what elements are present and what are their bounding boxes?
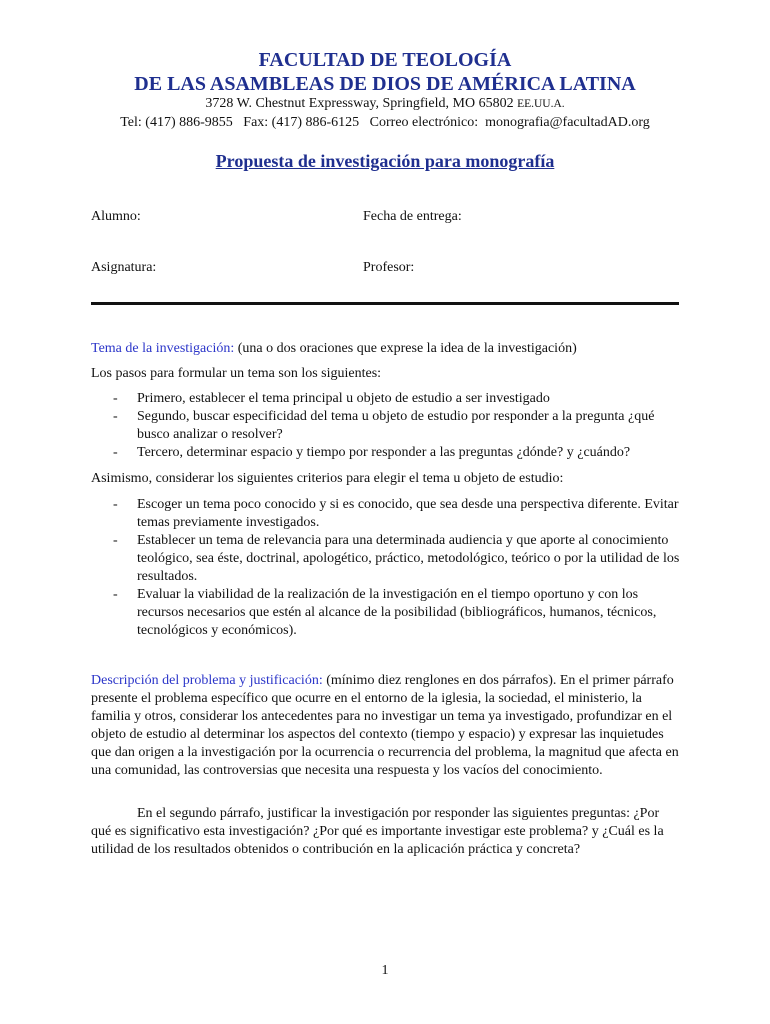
step-text: Segundo, buscar especificidad del tema u objeto de estudio por responder a la pregunta ¿qué busco analizar o resolver? — [137, 409, 655, 442]
professor-label: Profesor: — [363, 260, 415, 275]
topic-heading-label: Tema de la investigación: — [91, 341, 235, 356]
step-text: Primero, establecer el tema principal u objeto de estudio a ser investigado — [137, 391, 550, 406]
bullet-dash: - — [113, 587, 118, 602]
student-label: Alumno: — [91, 209, 141, 224]
bullet-dash: - — [113, 497, 118, 512]
institution-address — [0, 95, 770, 113]
institution-name-line1: FACULTAD DE TEOLOGÍA — [258, 49, 512, 71]
steps-intro: Los pasos para formular un tema son los siguientes: — [91, 366, 382, 381]
page-number: 1 — [381, 963, 389, 978]
address-country: EE.UU.A. — [517, 98, 565, 110]
list-item — [91, 390, 681, 408]
bullet-dash: - — [113, 533, 118, 548]
problem-paragraph-2: En el segundo párrafo, justificar la investigación por responder las siguientes preguntas: ¿Por qué es significativo esta investigación? ¿Por qué es importante investigar este problema? y ¿Cuál es la utilidad de los resultados obtenidos o contribución en la aplicación práctica y concreta? — [91, 806, 664, 857]
topic-heading-note: (una o dos oraciones que exprese la idea de la investigación) — [234, 341, 577, 356]
problem-paragraph-1-text: (mínimo diez renglones en dos párrafos). En el primer párrafo presente el problema específico que ocurre en el entorno de la iglesia, la sociedad, el ministerio, la familia y otros, considerar los antecedentes para no investigar un tema ya investigado, profundizar en el objeto de estudio al determinar los aspectos del contexto (tiempo y espacio) y expresar las inquietudes que dan origen a la investigación por la ocurrencia o recurrencia del problema, la magnitud que afecta en una comunidad, las controversias que necesita una respuesta y los vacíos del conocimiento. — [91, 673, 679, 778]
topic-heading — [91, 340, 681, 358]
problem-heading-label: Descripción del problema y justificación: — [91, 673, 323, 688]
list-item — [91, 532, 681, 586]
institution-name-line2: DE LAS ASAMBLEAS DE DIOS DE AMÉRICA LATINA — [134, 73, 636, 95]
list-item — [91, 496, 681, 532]
document-title: Propuesta de investigación para monografía — [215, 151, 555, 171]
separator-rule — [91, 302, 679, 305]
step-text: Tercero, determinar espacio y tiempo por responder a las preguntas ¿dónde? y ¿cuándo? — [137, 445, 631, 460]
problem-paragraph-1 — [91, 672, 681, 780]
bullet-dash: - — [113, 409, 118, 424]
list-item — [91, 408, 681, 444]
bullet-dash: - — [113, 445, 118, 460]
address-text: 3728 W. Chestnut Expressway, Springfield, MO 65802 — [205, 96, 514, 111]
criteria-intro: Asimismo, considerar los siguientes criterios para elegir el tema u objeto de estudio: — [91, 471, 564, 486]
subject-label: Asignatura: — [91, 260, 157, 275]
list-item — [91, 586, 681, 640]
steps-list — [91, 390, 681, 462]
bullet-dash: - — [113, 391, 118, 406]
list-item — [91, 444, 681, 462]
criterion-text: Escoger un tema poco conocido y si es conocido, que sea desde una perspectiva diferente. Evitar temas previamente investigados. — [137, 497, 679, 530]
due-date-label: Fecha de entrega: — [363, 209, 462, 224]
institution-contact: Tel: (417) 886-9855 Fax: (417) 886-6125 Correo electrónico: monografia@facultadAD.org — [120, 115, 650, 130]
criteria-list — [91, 496, 681, 640]
criterion-text: Evaluar la viabilidad de la realización de la investigación en el tiempo oportuno y con los recursos necesarios que estén al alcance de la posibilidad (bibliográficos, humanos, técnicos, tecnológicos y económicos). — [137, 587, 657, 638]
criterion-text: Establecer un tema de relevancia para una determinada audiencia y que aporte al conocimiento teológico, sea éste, doctrinal, apologético, práctico, metodológico, teórico o por la utilidad de los resultados. — [137, 533, 680, 584]
